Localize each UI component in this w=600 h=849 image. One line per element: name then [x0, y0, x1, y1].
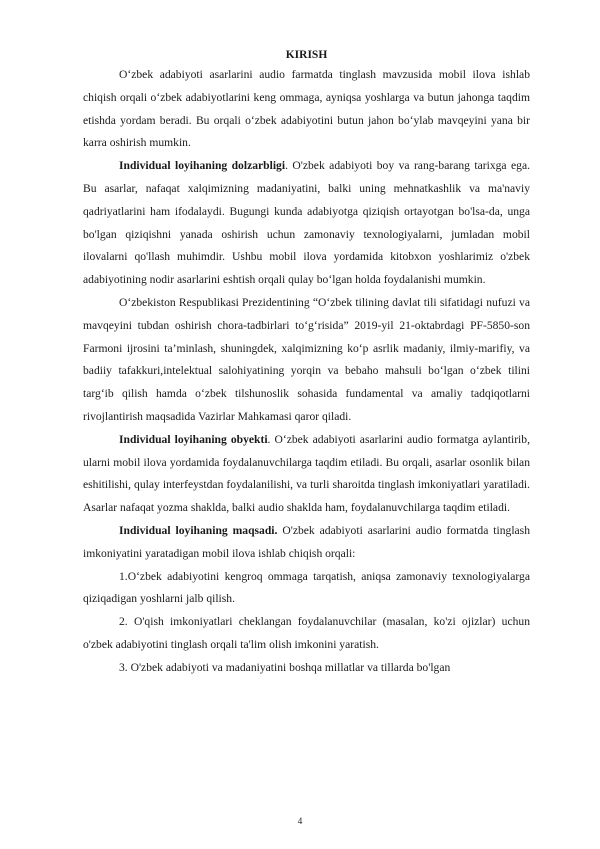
- paragraph-text: O‘zbek adabiyoti asarlarini audio farmatda tinglash mavzusida mobil ilova ishlab chiqish orqali o‘zbek adabiyotlarini keng ommaga, ayniqsa yoshlarga va butun jahonga taqdim etishda yordam beradi. Bu orqali o‘zbek adabiyotini butun jahon bo‘ylab mavqeyini yana bir karra oshirish mumkin.: [83, 68, 530, 150]
- paragraph-goal: [83, 520, 530, 566]
- paragraph-relevance: [83, 155, 530, 292]
- paragraph-lead: Individual loyihaning maqsadi.: [119, 523, 278, 537]
- page-number: 4: [297, 816, 303, 826]
- list-item-3: [83, 657, 530, 680]
- paragraph-intro: [83, 64, 530, 155]
- paragraph-text: O'zbek adabiyoti asarlarini audio formatda tinglash imkoniyatini yaratadigan mobil ilova ishlab chiqish orqali:: [83, 523, 530, 560]
- paragraph-text: . O'zbek adabiyoti boy va rang-barang tarixga ega. Bu asarlar, nafaqat xalqimizning madaniyatini, balki uning mehnatkashlik va ma'naviy qadriyatlarini ham ifodalaydi. Bugungi kunda adabiyotga qiziqish ortayotgan bo'lsa-da, unga bo'lgan qiziqishni yanada oshirish uchun zamonaviy texnologiyalarni, jumladan mobil ilovalarni qo'llash muhimdir. Ushbu mobil ilova yordamida kitobxon yoshlarimiz o'zbek adabiyotining nodir asarlarini eshtish orqali qulay bo‘lgan holda foydalanishi mumkin.: [83, 159, 530, 287]
- paragraph-text: 3. O'zbek adabiyoti va madaniyatini boshqa millatlar va tillarda bo'lgan: [119, 660, 451, 674]
- list-item-2: [83, 611, 530, 657]
- paragraph-object: [83, 429, 530, 520]
- document-page: [83, 48, 530, 680]
- paragraph-text: 1.O‘zbek adabiyotini kengroq ommaga tarqatish, aniqsa zamonaviy texnologiyalarga qiziqadigan yoshlarni jalb qilish.: [83, 569, 530, 606]
- page-title: KIRISH: [285, 49, 328, 61]
- paragraph-lead: Individual loyihaning dolzarbligi: [119, 159, 286, 173]
- paragraph-lead: Individual loyihaning obyekti: [119, 432, 268, 446]
- paragraph-text: 2. O'qish imkoniyatlari cheklangan foydalanuvchilar (masalan, ko'zi ojizlar) uchun o'zbek adabiyotini tinglash orqali ta'lim olish imkonini yaratish.: [83, 615, 530, 651]
- list-item-1: [83, 566, 530, 612]
- paragraph-text: . O‘zbek adabiyoti asarlarini audio formatga aylantirib, ularni mobil ilova yordamida foydalanuvchilarga taqdim etiladi. Bu orqali, asarlar osonlik bilan eshitilishi, qulay interfeystdan foydalanilishi, va turli sharoitda tinglash imkoniyatlari yaratiladi. Asarlar nafaqat yozma shaklda, balki audio shaklda ham, foydalanuvchilarga taqdim etiladi.: [83, 432, 530, 515]
- paragraph-text: O‘zbekiston Respublikasi Prezidentining “O‘zbek tilining davlat tili sifatidagi nufuzi va mavqeyini tubdan oshirish chora-tadbirlari to‘g‘risida” 2019-yil 21-oktabrdagi PF-5850-son Farmoni ijrosini ta’minlash, shuningdek, xalqimizning ko‘p asrlik madaniy, ilmiy-marifiy, va badiiy tafakkuri,intelektual salohiyatining yorqin va bebaho mahsuli bo‘lgan o‘zbek tilini targ‘ib qilish hamda o‘zbek tilshunoslik sohasida fundamental va amaliy tadqiqotlarni rivojlantirish maqsadida Vazirlar Mahkamasi qaror qiladi.: [83, 295, 530, 423]
- paragraph-decree: [83, 292, 530, 429]
